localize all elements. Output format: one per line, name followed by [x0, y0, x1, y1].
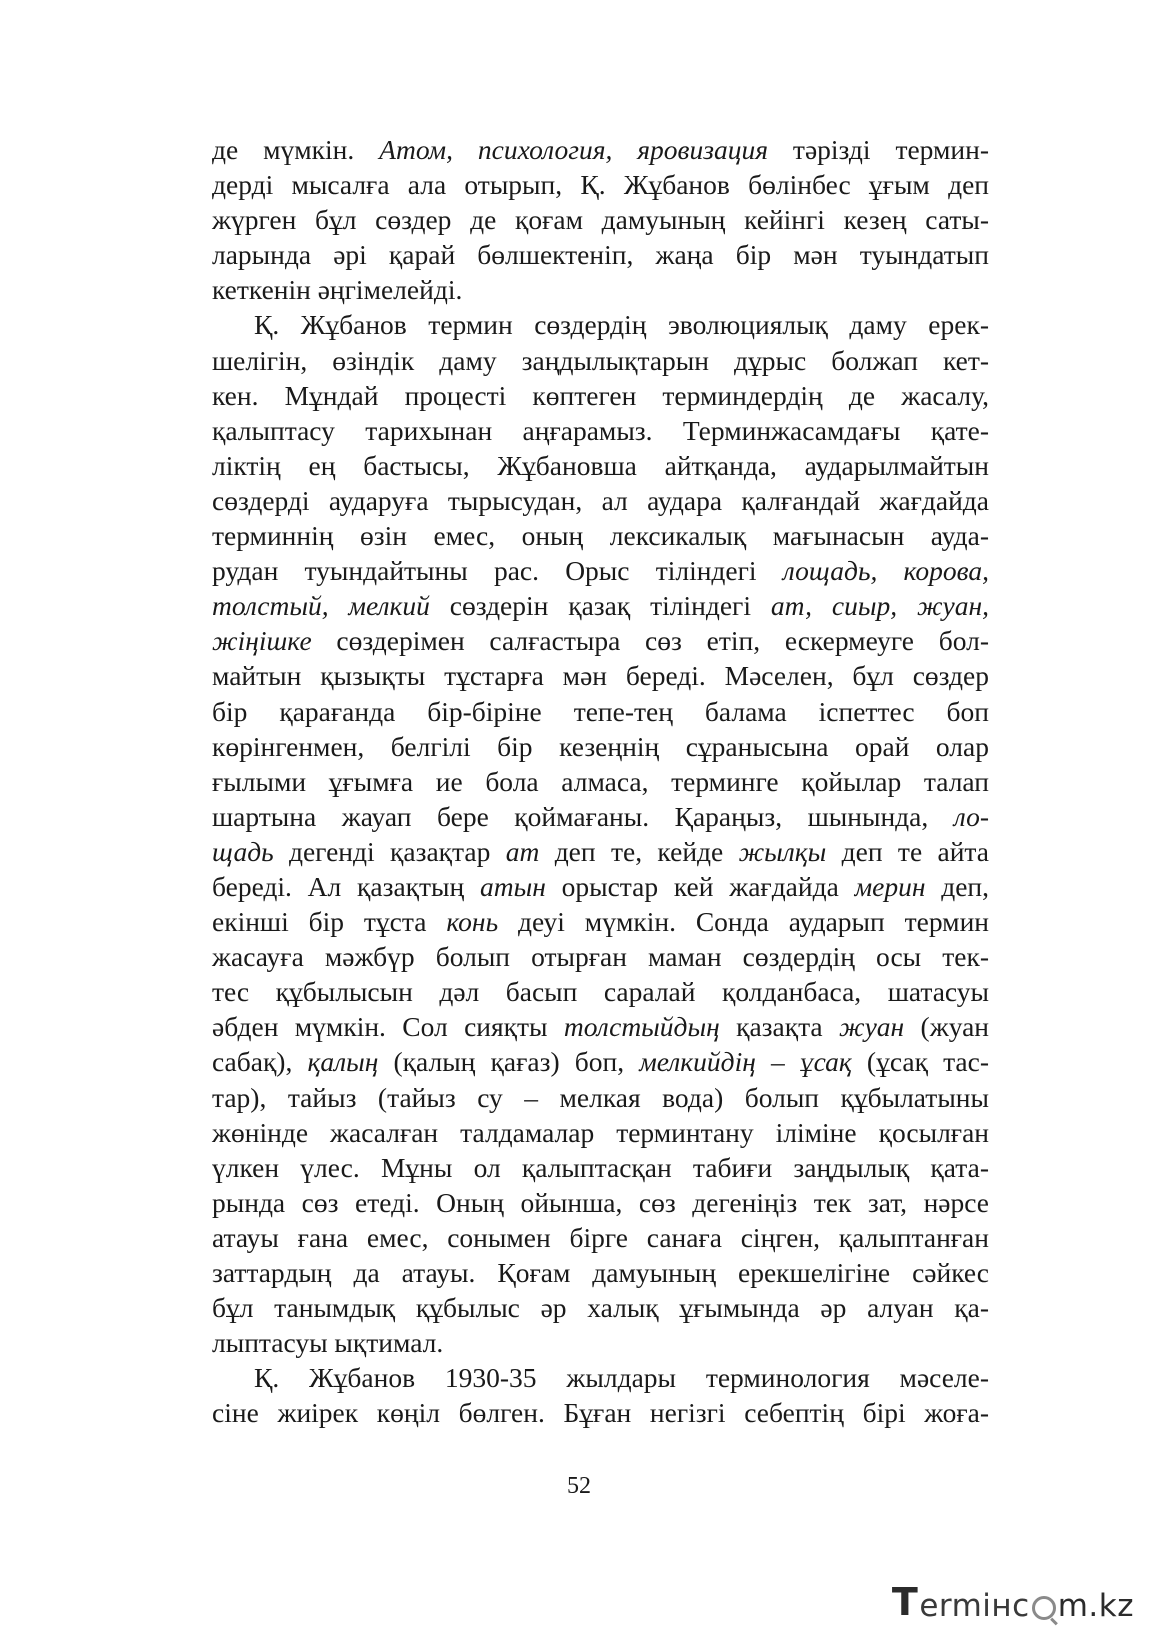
text-line: [212, 799, 989, 834]
text-segment: де мүмкін.: [212, 134, 380, 165]
text-segment: тар), тайыз (тайыз су – мелкая вода) болып құбылатыны: [212, 1081, 989, 1113]
text-segment: дегенді қазақтар: [273, 835, 506, 867]
text-segment: майтын қызықты тұстарға мән береді. Мәселен, бұл сөздер: [212, 660, 989, 692]
italic-term: мерин: [854, 870, 926, 902]
text-segment: әбден мүмкін. Сол сияқты: [212, 1011, 564, 1043]
text-line: [212, 167, 989, 202]
text-line: [212, 658, 989, 693]
text-segment: кеткенін әңгімелейді.: [212, 274, 463, 306]
text-segment: сабақ),: [212, 1046, 308, 1078]
italic-term: жіңішке: [212, 625, 312, 657]
italic-term: конь: [446, 906, 499, 938]
italic-term: қалың: [307, 1046, 379, 1078]
text-segment: көрінгенмен, белгілі бір кезеңнің сұранысына орай олар: [212, 730, 989, 762]
text-segment: қалыптасу тарихынан аңғарамыз. Терминжасамдағы қате-: [212, 414, 989, 446]
text-line: [212, 378, 989, 413]
italic-term: ат, сиыр, жуан,: [770, 590, 989, 622]
text-line: [212, 1185, 989, 1220]
page-body: [212, 132, 989, 1430]
text-segment: деп,: [925, 870, 990, 902]
text-line: [212, 553, 989, 588]
italic-term: ло-: [953, 800, 989, 832]
text-segment: тес құбылысын дәл басып саралай қолданбаса, шатасуы: [212, 976, 989, 1008]
text-segment: бұл танымдық құбылыс әр халық ұғымында әр алуан қа-: [212, 1292, 989, 1324]
text-line: [212, 834, 989, 869]
italic-term: щадь: [212, 835, 274, 867]
text-segment: (жуан: [904, 1011, 990, 1043]
watermark-end: m.kz: [1057, 1588, 1134, 1624]
text-segment: жүрген бұл сөздер де қоғам дамуының кейінгі кезең саты-: [212, 204, 989, 236]
text-segment: тәрізді термин-: [768, 134, 989, 165]
text-segment: (ұсақ тас-: [851, 1046, 989, 1078]
text-line: [212, 764, 989, 799]
italic-term: толстый, мелкий: [212, 590, 430, 622]
text-segment: (қалың қағаз) боп,: [378, 1046, 640, 1078]
text-segment: лыптасуы ықтимал.: [212, 1327, 444, 1359]
text-segment: жөнінде жасалған талдамалар терминтану іліміне қосылған: [212, 1116, 989, 1148]
text-segment: бір қарағанда бір-біріне тепе-тең балама іспеттес боп: [212, 695, 989, 727]
italic-term: атын: [479, 870, 546, 902]
italic-term: мелкийдің – ұсақ: [639, 1046, 852, 1078]
text-line: [212, 729, 989, 764]
magnifier-icon: [1032, 1596, 1056, 1620]
italic-term: лощадь, корова,: [782, 555, 989, 587]
text-line: [212, 1220, 989, 1255]
text-line: [212, 448, 989, 483]
text-line: [212, 237, 989, 272]
text-segment: деп те айта: [826, 835, 989, 867]
text-segment: қазақта: [719, 1011, 839, 1043]
text-segment: шелігін, өзіндік даму заңдылықтарын дұрыс болжап кет-: [212, 344, 989, 376]
text-segment: ларында әрі қарай бөлшектеніп, жаңа бір мән туындатып: [212, 239, 989, 271]
text-segment: Қ. Жұбанов 1930-35 жылдары терминология мәселе-: [254, 1362, 989, 1394]
text-line: [212, 1044, 989, 1079]
text-line: [212, 132, 989, 167]
text-segment: рудан туындайтыны рас. Орыс тіліндегі: [212, 555, 783, 587]
text-line: [212, 1080, 989, 1115]
text-segment: деп те, кейде: [539, 835, 739, 867]
text-segment: сіне жиірек көңіл бөлген. Бұған негізгі себептің бірі жоға-: [212, 1397, 989, 1429]
text-line: [212, 1360, 989, 1395]
text-segment: терминнің өзін емес, оның лексикалық мағынасын ауда-: [212, 520, 989, 552]
text-line: [212, 343, 989, 378]
text-segment: Қ. Жұбанов термин сөздердің эволюциялық даму ерек-: [254, 309, 989, 341]
italic-term: жылқы: [738, 835, 827, 867]
text-segment: рында сөз етеді. Оның ойынша, сөз дегеніңіз тек зат, нәрсе: [212, 1186, 989, 1218]
text-line: [212, 1290, 989, 1325]
text-segment: ліктің ең бастысы, Жұбановша айтқанда, аударылмайтын: [212, 449, 989, 481]
text-segment: береді. Ал қазақтың: [212, 870, 480, 902]
text-segment: жасауға мәжбүр болып отырған маман сөздердің осы тек-: [212, 941, 989, 973]
text-line: [212, 483, 989, 518]
page-number: 52: [567, 1473, 591, 1499]
text-line: [212, 939, 989, 974]
text-line: [212, 1115, 989, 1150]
text-line: [212, 307, 989, 342]
text-line: [212, 1009, 989, 1044]
text-segment: атауы ғана емес, сонымен бірге санаға сіңген, қалыптанған: [212, 1221, 989, 1253]
text-line: [212, 202, 989, 237]
watermark-t: T: [891, 1580, 919, 1624]
text-line: [212, 272, 989, 307]
text-segment: үлкен үлес. Мұны ол қалыптасқан табиғи заңдылық қата-: [212, 1151, 989, 1183]
text-line: [212, 1395, 989, 1430]
text-segment: сөздерді аударуға тырысудан, ал аудара қалғандай жағдайда: [212, 484, 989, 516]
text-segment: ғылыми ұғымға ие бола алмаса, терминге қойылар талап: [212, 765, 989, 797]
text-line: [212, 869, 989, 904]
watermark-logo: [891, 1580, 1134, 1624]
text-line: [212, 694, 989, 729]
italic-term: Атом, психология, яровизация: [379, 134, 769, 165]
italic-term: толстыйдың: [563, 1011, 720, 1043]
text-line: [212, 623, 989, 658]
text-line: [212, 518, 989, 553]
text-line: [212, 588, 989, 623]
text-segment: сөздерін қазақ тіліндегі: [429, 590, 771, 622]
text-line: [212, 413, 989, 448]
italic-term: жуан: [839, 1011, 905, 1043]
text-line: [212, 1255, 989, 1290]
text-line: [212, 1150, 989, 1185]
text-segment: сөздерімен салғастыра сөз етіп, ескермеуге бол-: [311, 625, 989, 657]
text-segment: деуі мүмкін. Сонда аударып термин: [498, 906, 990, 938]
text-segment: екінші бір тұста: [212, 906, 447, 938]
text-line: [212, 1325, 989, 1360]
text-segment: кен. Мұндай процесті көптеген терминдердің де жасалу,: [212, 379, 989, 411]
text-segment: дерді мысалға ала отырып, Қ. Жұбанов бөлінбес ұғым деп: [212, 169, 989, 201]
text-line: [212, 974, 989, 1009]
text-segment: орыстар кей жағдайда: [545, 870, 855, 902]
watermark-mid: ermінc: [919, 1588, 1030, 1624]
text-segment: заттардың да атауы. Қоғам дамуының ерекшелігіне сәйкес: [212, 1257, 989, 1288]
text-segment: шартына жауап бере қоймағаны. Қараңыз, шынында,: [212, 800, 954, 832]
italic-term: ат: [505, 835, 540, 867]
text-line: [212, 904, 989, 939]
